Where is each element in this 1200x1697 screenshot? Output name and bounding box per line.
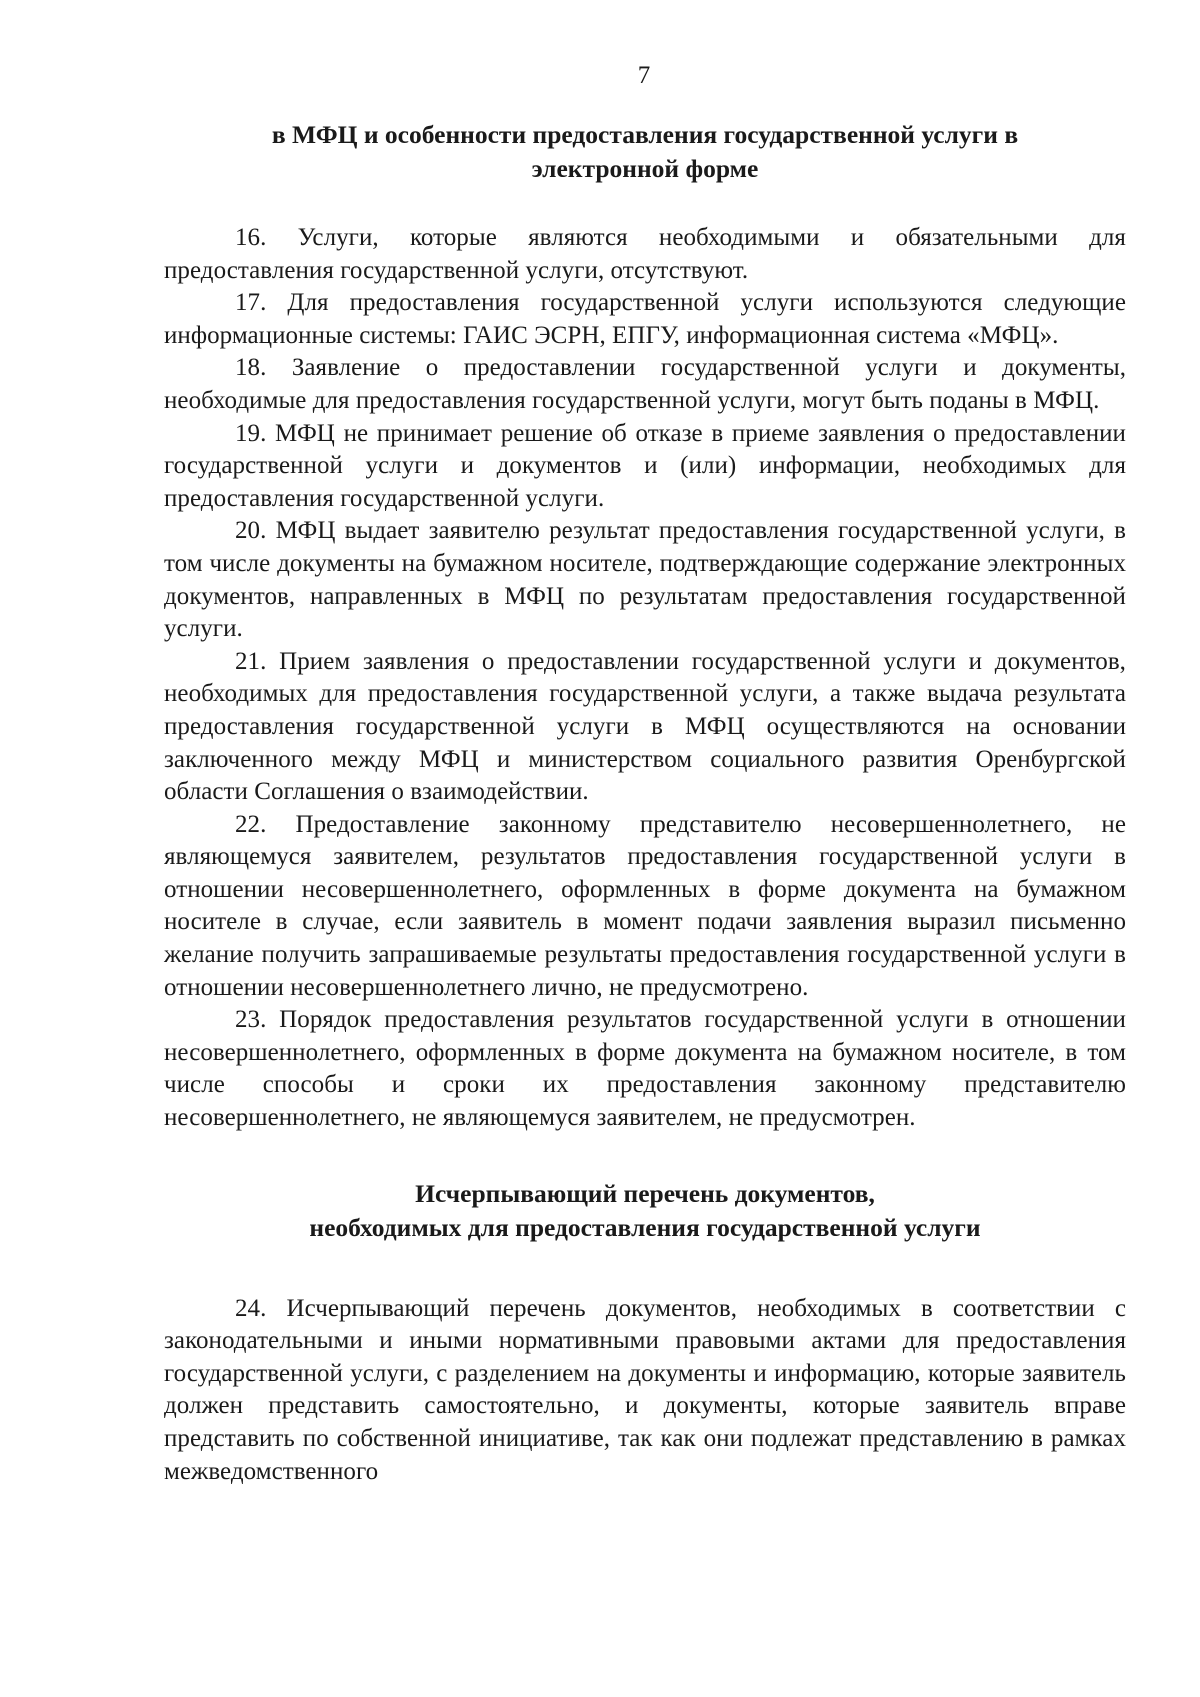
section-heading-line: необходимых для предоставления государственной услуги [309,1212,981,1242]
section-heading-line: Исчерпывающий перечень документов, [415,1178,875,1208]
document-body [164,118,1126,1488]
paragraph-17: 17. Для предоставления государственной услуги используются следующие информационные системы: ГАИС ЭСРН, ЕПГУ, информационная система «МФЦ». [164,289,1126,349]
paragraph-21: 21. Прием заявления о предоставлении государственной услуги и документов, необходимых для предоставления государственной услуги, а также выдача результата предоставления государственной услуги в МФЦ осуществляются на основании заключенного между МФЦ и министерством социального развития Оренбургской области Соглашения о взаимодействии. [164,647,1126,806]
paragraph-20: 20. МФЦ выдает заявителю результат предоставления государственной услуги, в том числе документы на бумажном носителе, подтверждающие содержание электронных документов, направленных в МФЦ по результатам предоставления государственной услуги. [164,517,1126,643]
paragraph-22: 22. Предоставление законному представителю несовершеннолетнего, не являющемуся заявителем, результатов предоставления государственной услуги в отношении несовершеннолетнего, оформленных в форме документа на бумажном носителе в случае, если заявитель в момент подачи заявления выразил письменно желание получить запрашиваемые результаты предоставления государственной услуги в отношении несовершеннолетнего лично, не предусмотрено. [164,810,1126,1001]
section-heading-mfc [164,118,1126,186]
section-heading-line: в МФЦ и особенности предоставления государственной услуги в [271,120,1019,149]
section-heading-documents [164,1177,1126,1245]
paragraph-19: 19. МФЦ не принимает решение об отказе в приеме заявления о предоставлении государственной услуги и документов и (или) информации, необходимых для предоставления государственной услуги. [164,419,1126,512]
page-number: 7 [637,62,651,89]
paragraph-16: 16. Услуги, которые являются необходимыми и обязательными для предоставления государственной услуги, отсутствуют. [164,224,1126,284]
section-heading-line: электронной форме [531,154,759,183]
paragraph-18: 18. Заявление о предоставлении государственной услуги и документы, необходимые для предоставления государственной услуги, могут быть поданы в МФЦ. [164,354,1126,414]
paragraph-23: 23. Порядок предоставления результатов государственной услуги в отношении несовершеннолетнего, оформленных в форме документа на бумажном носителе, в том числе способы и сроки их предоставления законному представителю несовершеннолетнего, не являющемуся заявителем, не предусмотрен. [164,1006,1126,1132]
paragraph-24: 24. Исчерпывающий перечень документов, необходимых в соответствии с законодательными и иными нормативными правовыми актами для предоставления государственной услуги, с разделением на документы и информацию, которые заявитель должен представить самостоятельно, и документы, которые заявитель вправе представить по собственной инициативе, так как они подлежат представлению в рамках межведомственного [164,1294,1126,1485]
